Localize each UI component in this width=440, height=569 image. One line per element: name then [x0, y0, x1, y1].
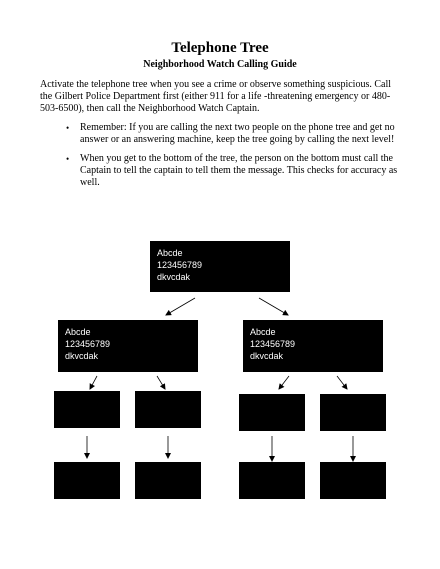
node-name: Abcde	[250, 327, 276, 337]
connector-right-b	[337, 376, 347, 389]
tree-node-empty	[320, 462, 386, 499]
tree-node-empty	[54, 391, 120, 428]
tree-node-empty	[239, 462, 305, 499]
tree-node-top	[150, 241, 290, 292]
node-code: dkvcdak	[250, 351, 284, 361]
tree-node-left	[58, 320, 198, 372]
tree-node-empty	[135, 391, 201, 428]
tree-node-right	[243, 320, 383, 372]
connector-right-a	[279, 376, 289, 389]
bullet-marker: •	[66, 123, 70, 133]
node-phone: 123456789	[250, 339, 296, 349]
node-code: dkvcdak	[157, 272, 191, 282]
node-name: Abcde	[157, 248, 183, 258]
tree-node-empty	[239, 394, 305, 431]
tree-node-empty	[135, 462, 201, 499]
node-phone: 123456789	[65, 339, 111, 349]
tree-node-empty	[320, 394, 386, 431]
connector-top-left	[166, 298, 195, 315]
node-code: dkvcdak	[65, 351, 99, 361]
intro-paragraph: Activate the telephone tree when you see a crime or observe something suspicious. Call the Gilbert Police Department first (either 911 for a life -threatening emergency or 480-503-6500), then call the Neighborhood Watch Captain.	[40, 79, 392, 114]
bullet-marker: •	[66, 154, 70, 164]
page-title: Telephone Tree	[171, 40, 269, 56]
node-phone: 123456789	[157, 260, 203, 270]
tree-node-empty	[54, 462, 120, 499]
connector-left-a	[90, 376, 97, 389]
connector-left-b	[157, 376, 165, 389]
page-subtitle: Neighborhood Watch Calling Guide	[143, 59, 297, 70]
connector-top-right	[259, 298, 288, 315]
node-name: Abcde	[65, 327, 91, 337]
bullet-text: When you get to the bottom of the tree, the person on the bottom must call the Captain to tell the captain to tell them the message. This checks for accuracy as well.	[80, 153, 398, 188]
bullet-text: Remember: If you are calling the next two people on the phone tree and get no answer or an answering machine, keep the tree going by calling the next level!	[80, 122, 395, 145]
